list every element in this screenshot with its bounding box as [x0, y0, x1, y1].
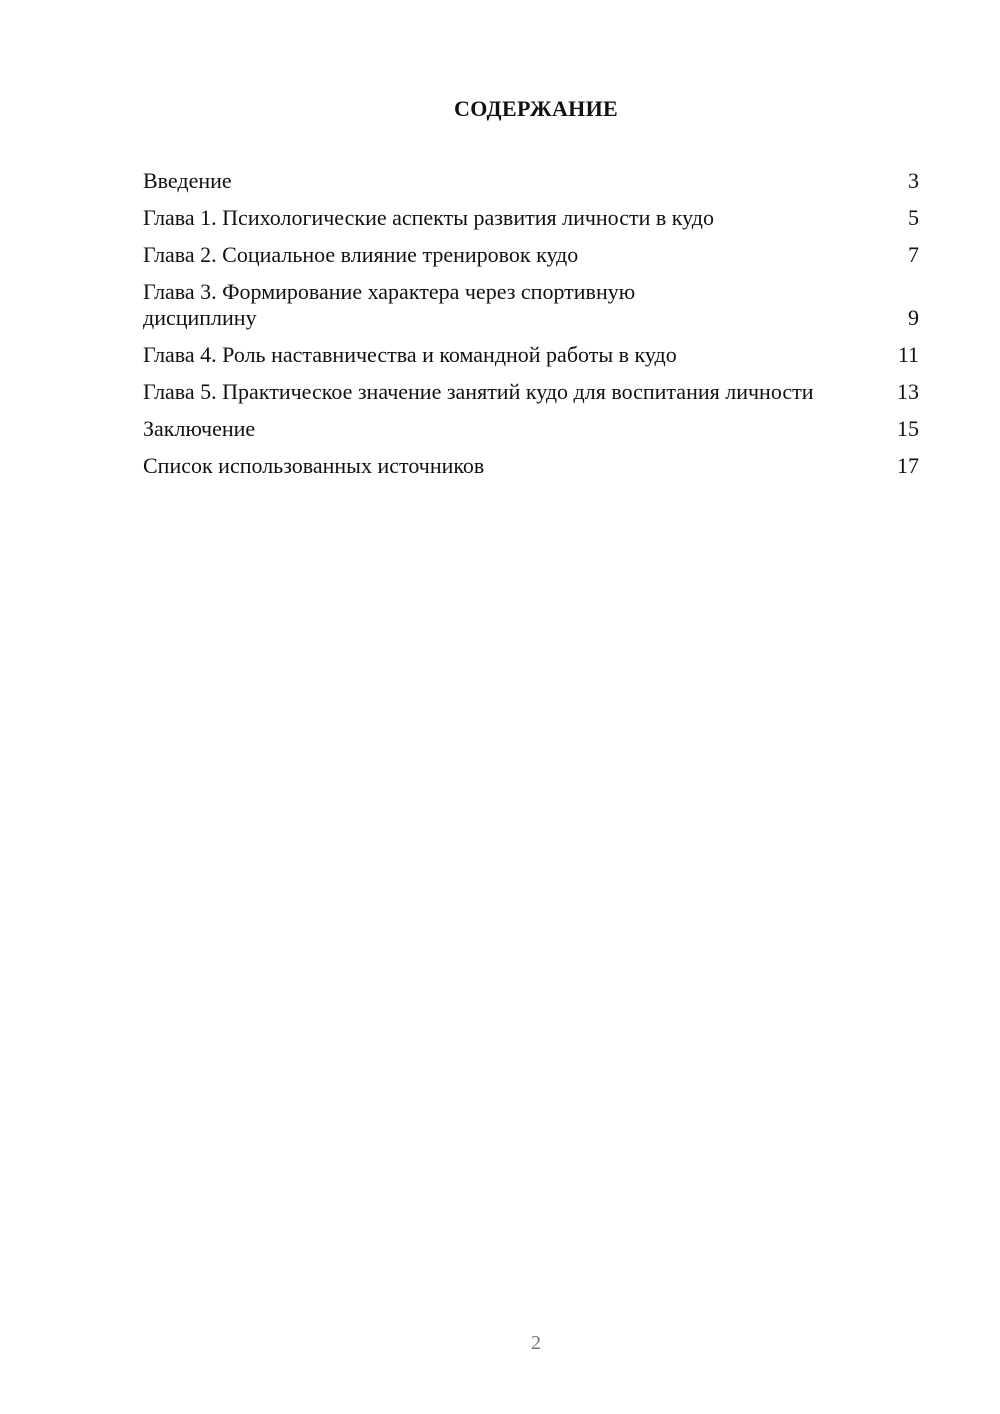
toc-entry-chapter-2	[143, 242, 919, 268]
toc-entry-page: 9	[908, 305, 919, 330]
page-number: 2	[531, 1332, 541, 1354]
toc-entry-chapter-3	[143, 279, 919, 331]
toc-entry-label: Глава 2. Социальное влияние тренировок кудо	[143, 242, 579, 267]
toc-entry-label: Глава 4. Роль наставничества и командной работы в кудо	[143, 342, 677, 367]
toc-entry-chapter-4	[143, 342, 919, 368]
toc-entry-page: 13	[897, 379, 919, 404]
toc-entry-references	[143, 453, 919, 479]
table-of-contents	[143, 168, 919, 490]
toc-entry-page: 15	[897, 416, 919, 441]
toc-entry-chapter-5	[143, 379, 919, 405]
toc-entry-label: Заключение	[143, 416, 256, 441]
toc-entry-label: Глава 3. Формирование характера через спортивную дисциплину	[143, 279, 636, 330]
toc-entry-page: 3	[908, 168, 919, 193]
toc-entry-chapter-1	[143, 205, 919, 231]
toc-entry-page: 7	[908, 242, 919, 267]
toc-entry-label: Глава 1. Психологические аспекты развития личности в кудо	[143, 205, 714, 230]
toc-heading: СОДЕРЖАНИЕ	[454, 96, 618, 121]
toc-entry-label: Введение	[143, 168, 232, 193]
toc-entry-page: 11	[897, 342, 919, 367]
toc-entry-label: Глава 5. Практическое значение занятий кудо для воспитания личности	[143, 379, 814, 404]
toc-entry-conclusion	[143, 416, 919, 442]
toc-entry-page: 17	[897, 453, 919, 478]
toc-entry-page: 5	[908, 205, 919, 230]
toc-entry-introduction	[143, 168, 919, 194]
toc-entry-label: Список использованных источников	[143, 453, 485, 478]
